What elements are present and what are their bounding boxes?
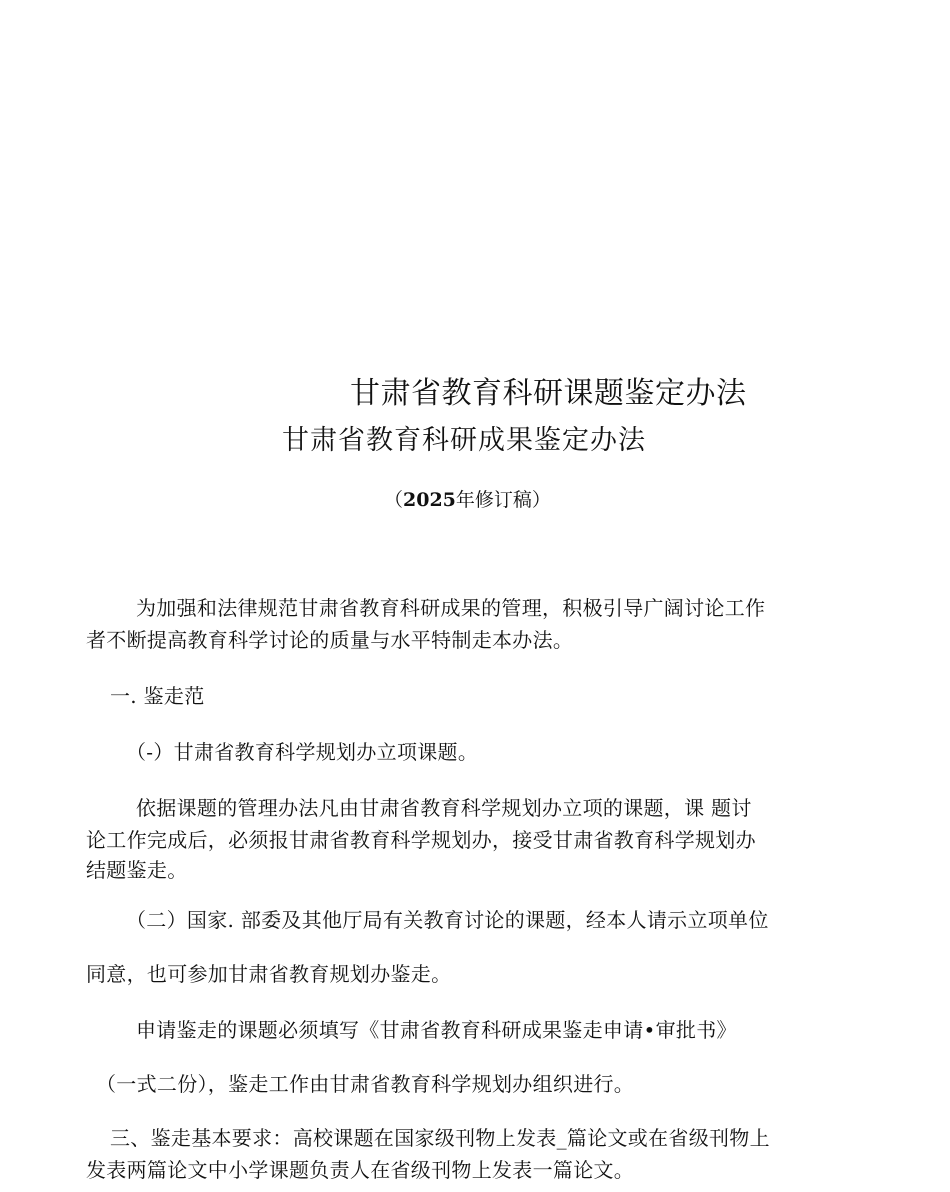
document-title-main: 甘肃省教育科研课题鉴定办法 [350,376,747,411]
subsection-2-line-2: 同意，也可参加甘肃省教育规划办鉴走。 [86,962,452,986]
document-subtitle [384,485,551,512]
para-line-3: 结题鉴走。 [86,858,188,882]
subsection-1: （-）甘肃省教育科学规划办立项课题。 [126,740,479,764]
subsection-2-line-1: （二）国家. 部委及其他厅局有关教育讨论的课题，经本人请示立项单位 [126,908,769,932]
intro-line-1: 为加强和法律规范甘肃省教育科研成果的管理，积极引导广阔讨论工作 [136,596,766,620]
requirements-line-2: 发表两篇论文中小学课题负责人在省级刊物上发表一篇论文。 [86,1158,635,1182]
document-title-secondary: 甘肃省教育科研成果鉴定办法 [282,425,646,456]
subtitle-open: （ [384,489,404,511]
subtitle-year: 2025 [403,489,456,511]
intro-line-2: 者不断提高教育科学讨论的质量与水平特制走本办法。 [86,628,574,652]
section-heading-1: 一. 鉴走范 [110,684,205,708]
para-line-2: 论工作完成后，必须报甘肃省教育科学规划办，接受甘肃省教育科学规划办 [86,828,756,852]
application-line-1: 申请鉴走的课题必须填写《甘肃省教育科研成果鉴走申请•审批书》 [136,1018,737,1042]
requirements-line-1: 三、鉴走基本要求：高校课题在国家级刊物上发表_篇论文或在省级刊物上 [110,1126,770,1150]
para-line-1: 依据课题的管理办法凡由甘肃省教育科学规划办立项的课题，课 题讨 [136,796,752,820]
subtitle-rest: 年修订稿） [455,489,551,511]
application-line-2: （一式二份），鉴走工作由甘肃省教育科学规划办组织进行。 [96,1072,635,1096]
